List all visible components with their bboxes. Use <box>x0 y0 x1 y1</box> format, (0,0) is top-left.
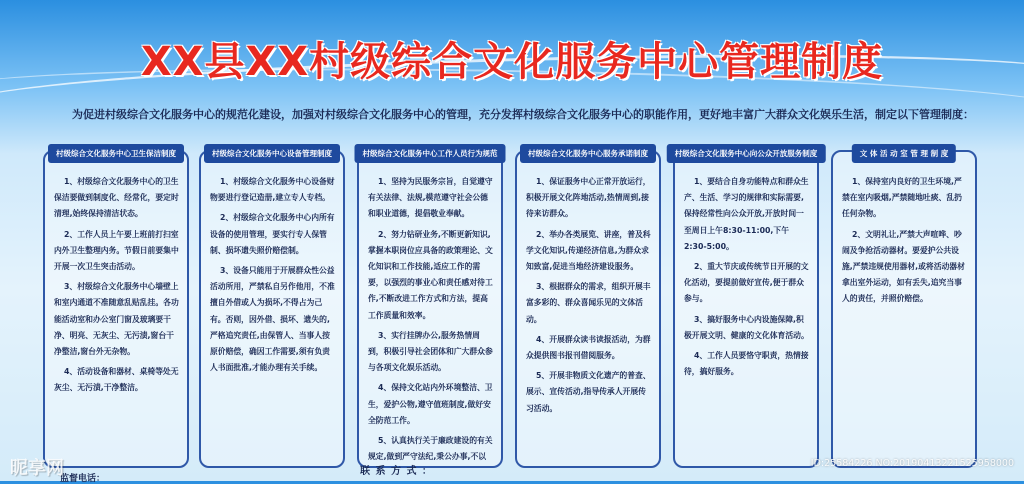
panel-heading: 村级综合文化服务中心工作人员行为规范 <box>355 144 506 163</box>
rule-item: 2、文明礼让,严禁大声喧哗、吵闹及争抢活动器材。要爱护公共设施,严禁违规使用器材,或将活动器材拿出室外运动，如有丢失,追究当事人的责任，并照价赔偿。 <box>842 229 965 304</box>
rule-item: 2、举办各类展览、讲座，普及科学文化知识,传递经济信息,为群众求知致富,促进当地经济建设服务。 <box>526 229 651 272</box>
rules-panel <box>43 150 189 468</box>
rules-panel <box>831 150 977 468</box>
panel-body <box>210 174 335 462</box>
rule-item: 3、村级综合文化服务中心墙壁上和室内通道不准随意乱贴乱挂。各功能活动室和办公室门窗及玻璃要干净、明亮、无灰尘、无污渍,窗台干净整洁,窗台外无杂物。 <box>54 282 179 357</box>
rule-item: 5、认真执行关于廉政建设的有关规定,做到严守法纪,秉公办事,不以 <box>368 436 493 462</box>
rule-item: 5、开展非物质文化遗产的普查、展示、宣传活动,指导传承人开展传习活动。 <box>526 371 651 413</box>
panel-heading: 村级综合文化服务中心设备管理制度 <box>204 144 340 163</box>
rule-item: 4、活动设备和器材、桌椅等处无灰尘、无污渍,干净整洁。 <box>54 367 179 393</box>
rule-item: 4、开展群众读书读报活动，为群众提供图书报刊借阅服务。 <box>526 334 651 361</box>
rule-item: 2、重大节庆或传统节日开展的文化活动，要提前做好宣传,便于群众参与。 <box>684 262 809 304</box>
rule-item: 3、实行挂牌办公,服务热情周到，积极引导社会团体和广大群众参与各项文化娱乐活动。 <box>368 330 493 373</box>
rule-item: 3、设备只能用于开展群众性公益活动所用，严禁私自另作他用，不准擅自外借或人为损坏,不得占为己有。否则，因外借、损坏、遗失的,严格追究责任,由保管人、当事人按原价赔偿，确因工作需要,须有负责人书面批准,才能办理有关手续。 <box>210 266 335 373</box>
panel-heading: 村级综合文化服务中心向公众开放服务制度 <box>667 144 826 163</box>
rule-item: 4、工作人员要恪守职责，热情接待，搞好服务。 <box>684 351 809 377</box>
rule-item: 3、根据群众的需求，组织开展丰富多彩的、群众喜闻乐见的文体活动。 <box>526 282 651 324</box>
rule-item: 2、努力钻研业务,不断更新知识,掌握本职岗位应具备的政策理论、文化知识和工作技能,适应工作的需要，以强烈的事业心和责任感对待工作,不断改进工作方式和方法，提高工作质量和效率。 <box>368 229 493 320</box>
panel-body <box>368 174 493 462</box>
panel-body <box>684 174 809 462</box>
intro-paragraph: 为促进村级综合文化服务中心的规范化建设，加强对村级综合文化服务中心的管理，充分发挥村级综合文化服务中心的职能作用，更好地丰富广大群众文化娱乐生活，制定以下管理制度： <box>72 108 974 121</box>
rules-panel <box>199 150 345 468</box>
contact-label-left: 监督电话： <box>60 474 106 484</box>
rule-item: 1、要结合自身功能特点和群众生产、生活、学习的规律和实际需要,保持经常性向公众开放,开放时间一至周日上午8:30-11:00,下午2:30-5:00。 <box>684 177 809 251</box>
rule-item: 3、搞好服务中心内设施保障,积极开展文明、健康的文化体育活动。 <box>684 314 809 340</box>
rule-item: 4、保持文化站内外环境整洁、卫生，爱护公物,遵守值班制度,做好安全防范工作。 <box>368 383 493 425</box>
panel-heading: 村级综合文化服务中心卫生保洁制度 <box>48 144 184 163</box>
rule-item: 1、保证服务中心正常开放运行，积极开展文化阵地活动,热情周到,接待来访群众。 <box>526 177 651 219</box>
rules-panel <box>357 150 503 468</box>
watermark-id: ID:25584226 NO:20190413221525958000 <box>810 458 1014 469</box>
rule-item: 2、村级综合文化服务中心内所有设备的使用管理，要实行专人保管制、损坏遗失照价赔偿制。 <box>210 213 335 255</box>
rule-item: 2、工作人员上午要上班前打扫室内外卫生整理内务。节假日前要集中开展一次卫生突击活动。 <box>54 229 179 272</box>
panel-body <box>54 174 179 462</box>
rule-item: 1、坚持为民服务宗旨，自觉遵守有关法律、法规,模范遵守社会公德和职业道德，提倡敬业奉献。 <box>368 177 493 219</box>
panel-heading: 村级综合文化服务中心服务承诺制度 <box>520 144 656 163</box>
page-title: XX县XX村级综合文化服务中心管理制度 <box>140 39 884 85</box>
rule-item: 1、保持室内良好的卫生环境,严禁在室内吸烟,严禁随地吐痰、乱扔任何杂物。 <box>842 177 962 219</box>
rule-item: 1、村级综合文化服务中心的卫生保洁要做到制度化、经常化，要定时清理,始终保持清洁状态。 <box>54 177 179 219</box>
panel-heading: 文 体 活 动 室 管 理 制 度 <box>852 144 956 163</box>
panel-body <box>842 174 967 462</box>
rule-item: 1、村级综合文化服务中心设备财物要进行登记造册,建立专人专档。 <box>210 177 335 203</box>
rules-panel <box>673 150 819 468</box>
watermark-logo: 昵享网 <box>10 458 64 479</box>
rules-panel <box>515 150 661 468</box>
panel-body <box>526 174 651 462</box>
contact-label: 联 系 方 式 ： <box>360 466 433 477</box>
